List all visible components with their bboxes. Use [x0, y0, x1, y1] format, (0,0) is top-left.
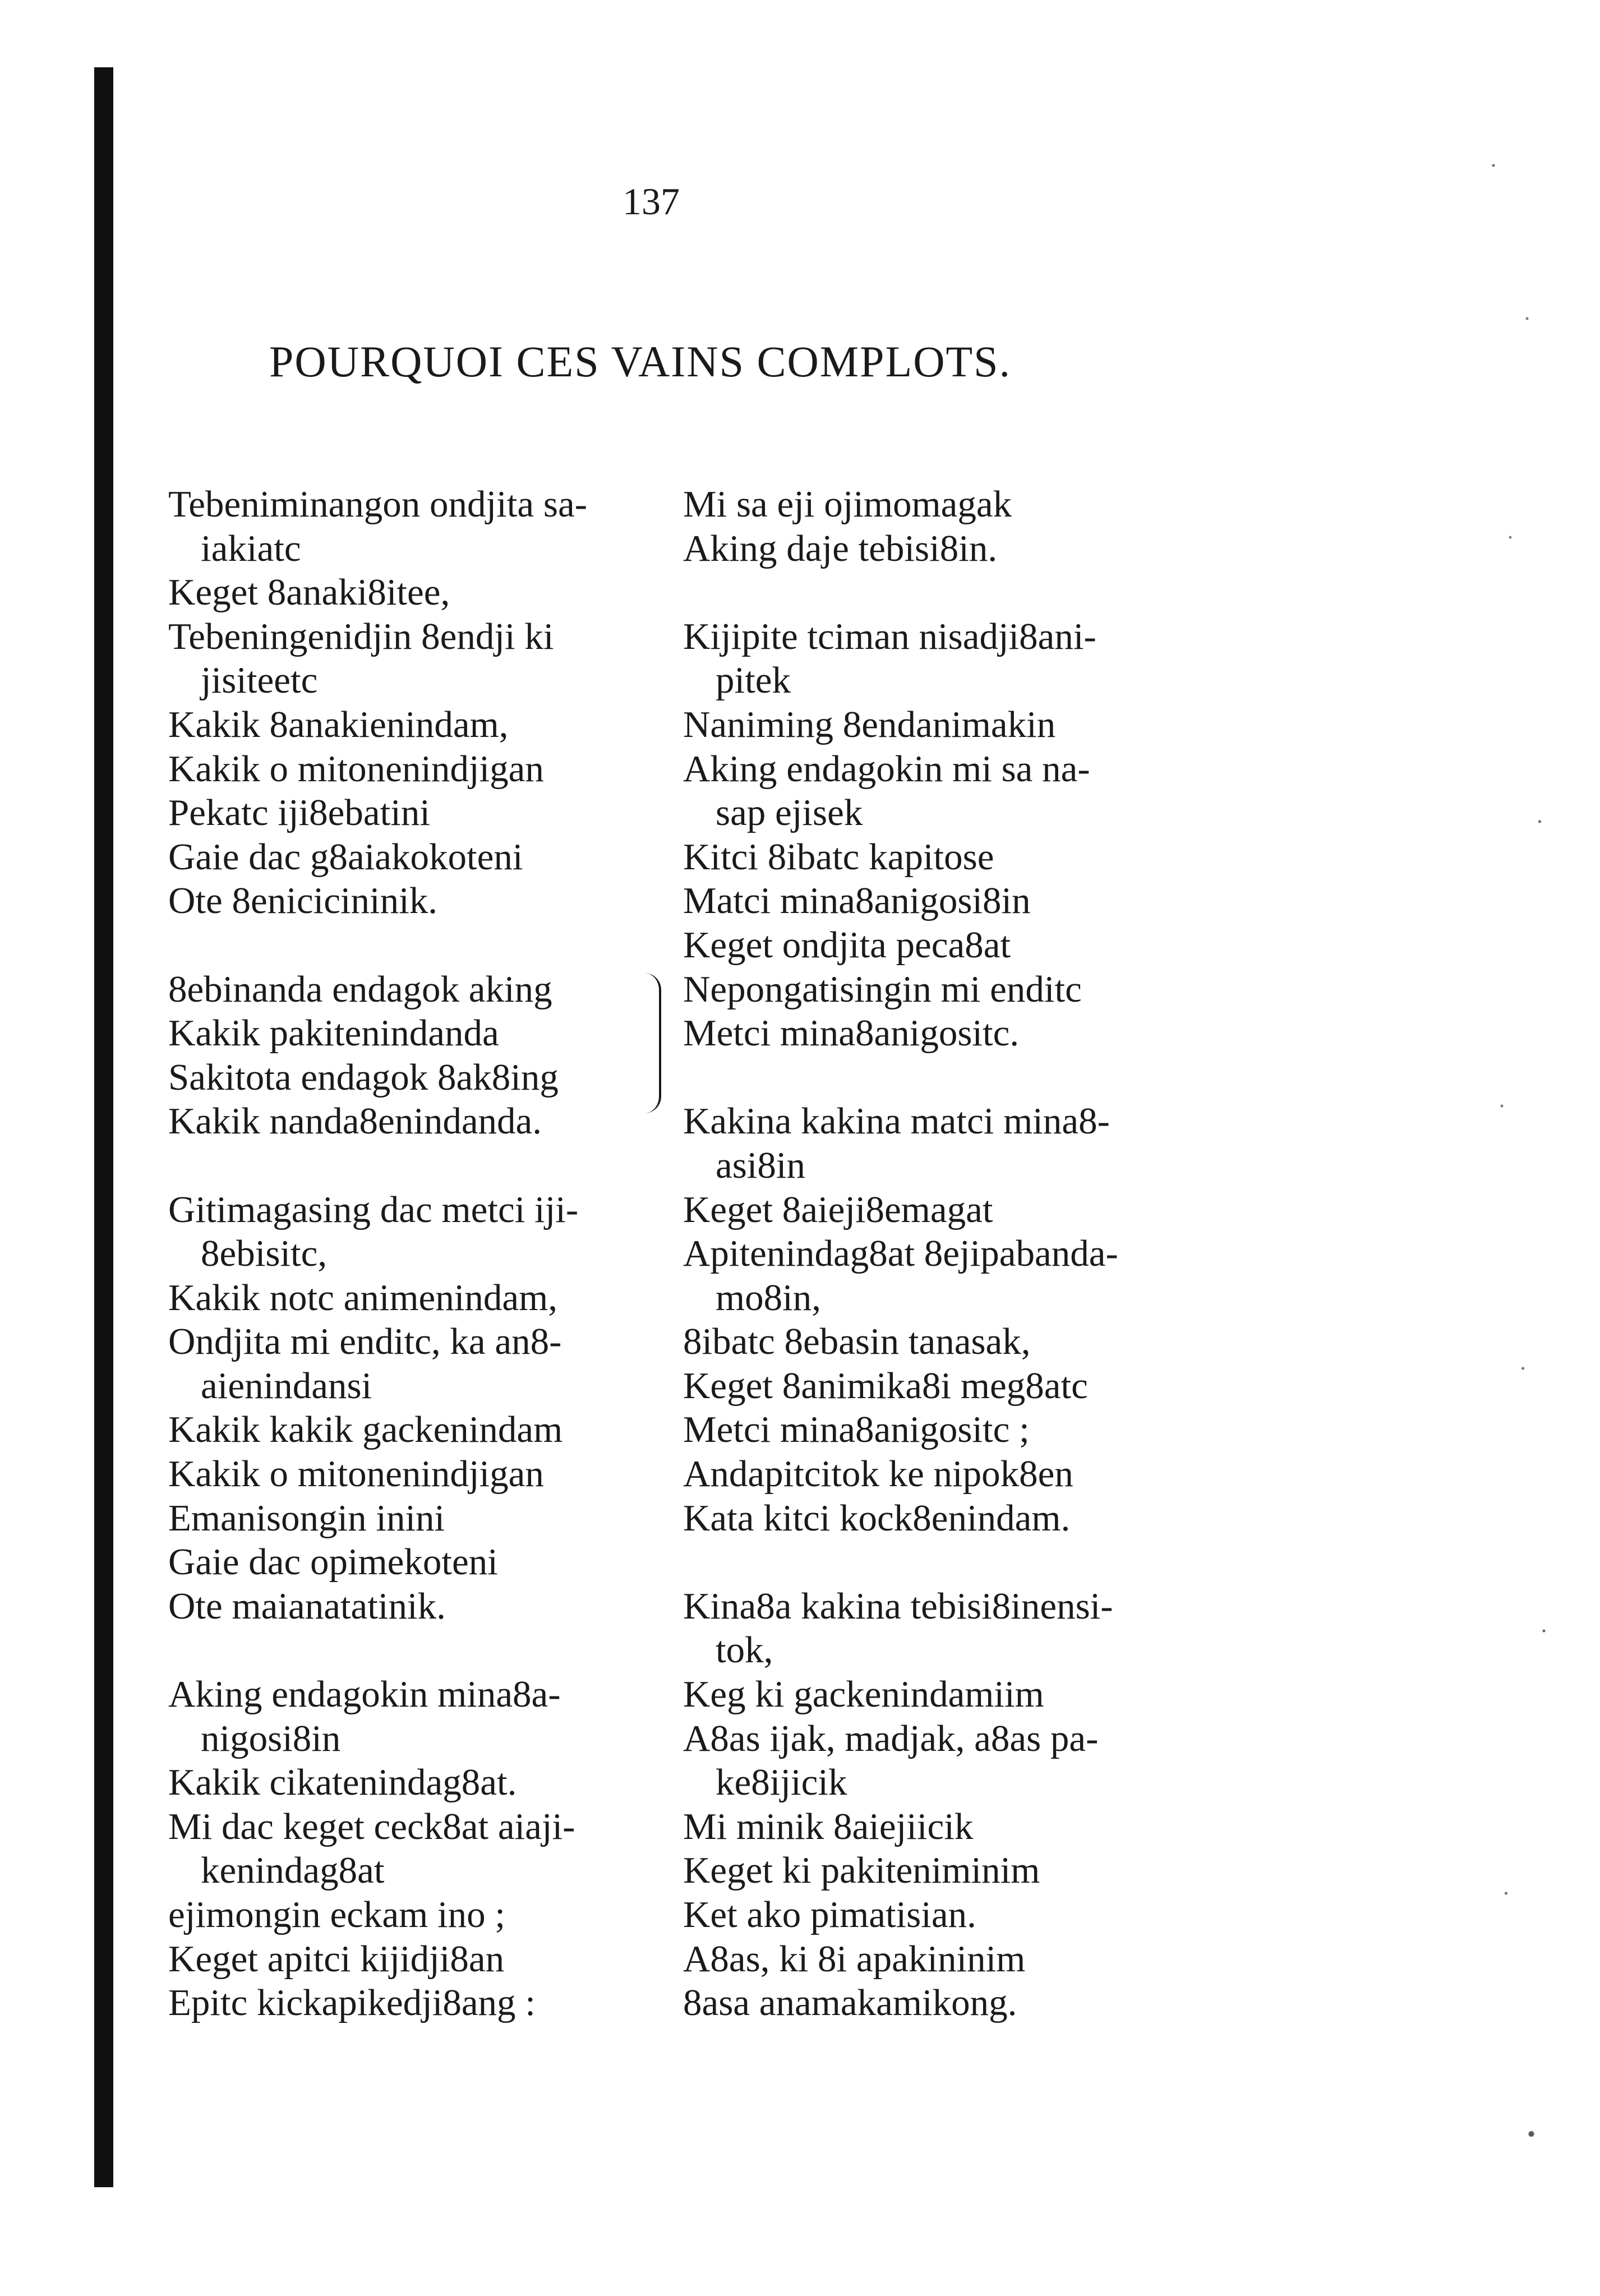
verse-line: Kitci 8ibatc kapitose [683, 836, 994, 878]
verse-line: Sakitota endagok 8ak8ing [168, 1056, 559, 1098]
verse-line: Naniming 8endanimakin [683, 703, 1056, 745]
verse-line: 8ibatc 8ebasin tanasak, [683, 1321, 1031, 1363]
verse-line: Gaie dac g8aiakokoteni [168, 836, 523, 878]
verse-line: Mi dac keget ceck8at aiaji- [168, 1805, 575, 1847]
verse-line: Ote 8enicicininik. [168, 880, 438, 922]
verse-line: Kakik pakitenindanda [168, 1012, 499, 1054]
verse-line: Keget ki pakiteniminim [683, 1850, 1040, 1892]
verse-line: Apitenindag8at 8ejipabanda- [683, 1233, 1118, 1275]
verse-line: Andapitcitok ke nipok8en [683, 1453, 1073, 1495]
verse-line: Keget 8animika8i meg8atc [683, 1364, 1088, 1407]
verse-line: sap ejisek [716, 792, 863, 834]
verse-line: ejimongin eckam ino ; [168, 1894, 506, 1935]
verse-line: Aking endagokin mi sa na- [683, 748, 1090, 790]
verse-line: Kakina kakina matci mina8- [683, 1100, 1110, 1142]
verse-line [168, 1628, 695, 1672]
verse-line: Mi sa eji ojimomagak [683, 483, 1012, 525]
verse-line: nigosi8in [201, 1717, 341, 1759]
verse-line: Ote maianatatinik. [168, 1585, 446, 1627]
verse-line: Keget 8anaki8itee, [168, 571, 450, 614]
verse-line [168, 923, 695, 967]
verse-line: Metci mina8anigositc ; [683, 1409, 1030, 1451]
verse-line: Kakik nanda8enindanda. [168, 1100, 542, 1142]
verse-line: Kakik cikatenindag8at. [168, 1762, 517, 1804]
verse-line: Kakik kakik gackenindam [168, 1409, 563, 1451]
verse-line: asi8in [716, 1144, 806, 1186]
verse-line: Kata kitci kock8enindam. [683, 1497, 1071, 1539]
left-column [168, 482, 695, 2025]
verse-line: tok, [716, 1629, 773, 1671]
verse-line: Kakik notc animenindam, [168, 1276, 558, 1318]
verse-line: A8as, ki 8i apakininim [683, 1938, 1026, 1980]
verse-line: Pekatc iji8ebatini [168, 792, 431, 834]
verse-line: ke8ijicik [716, 1762, 847, 1804]
verse-line [683, 1540, 1244, 1584]
verse-line: Kakik o mitonenindjigan [168, 748, 544, 790]
verse-line: Aking daje tebisi8in. [683, 527, 998, 569]
verse-line: Tebeningenidjin 8endji ki [168, 615, 554, 657]
verse-line: 8ebisitc, [201, 1233, 328, 1275]
verse-line [168, 1144, 695, 1188]
right-column [683, 482, 1244, 2025]
verse-line: Ondjita mi enditc, ka an8- [168, 1321, 562, 1363]
verse-line: Kakik o mitonenindjigan [168, 1453, 544, 1495]
page-title: POURQUOI CES VAINS COMPLOTS. [269, 337, 1012, 386]
verse-line: Kakik 8anakienindam, [168, 703, 509, 745]
stanza-brace [642, 973, 661, 1113]
verse-line: Metci mina8anigositc. [683, 1012, 1020, 1054]
verse-line: 8ebinanda endagok aking [168, 968, 552, 1010]
verse-line: jisiteetc [201, 660, 318, 702]
verse-line: iakiatc [201, 527, 301, 569]
verse-line: mo8in, [716, 1276, 821, 1318]
page-edge-speckle [1477, 56, 1561, 2243]
verse-line: Mi minik 8aiejiicik [683, 1805, 974, 1847]
binding-edge [94, 67, 113, 2187]
verse-line: Keg ki gackenindamiim [683, 1673, 1044, 1716]
verse-line: Keget apitci kijidji8an [168, 1938, 505, 1980]
verse-line: Gitimagasing dac metci iji- [168, 1188, 579, 1230]
verse-line: Emanisongin inini [168, 1497, 445, 1539]
verse-line: Tebeniminangon ondjita sa- [168, 483, 588, 525]
verse-line: Keget ondjita peca8at [683, 924, 1011, 966]
verse-line: Matci mina8anigosi8in [683, 880, 1031, 922]
verse-line: Epitc kickapikedji8ang : [168, 1982, 536, 2024]
verse-line [683, 570, 1244, 615]
verse-line: pitek [716, 660, 791, 702]
verse-line: aienindansi [201, 1364, 372, 1407]
verse-line: Kijipite tciman nisadji8ani- [683, 615, 1096, 657]
verse-line: Keget 8aieji8emagat [683, 1188, 993, 1230]
verse-line: Ket ako pimatisian. [683, 1894, 976, 1935]
verse-line [683, 1055, 1244, 1100]
verse-line: Aking endagokin mina8a- [168, 1673, 561, 1716]
verse-line: A8as ijak, madjak, a8as pa- [683, 1717, 1099, 1759]
verse-line: Kina8a kakina tebisi8inensi- [683, 1585, 1113, 1627]
verse-line: Nepongatisingin mi enditc [683, 968, 1082, 1010]
verse-line: kenindag8at [201, 1850, 385, 1892]
verse-line: Gaie dac opimekoteni [168, 1541, 498, 1583]
verse-line: 8asa anamakamikong. [683, 1982, 1017, 2024]
page-number: 137 [623, 180, 680, 223]
